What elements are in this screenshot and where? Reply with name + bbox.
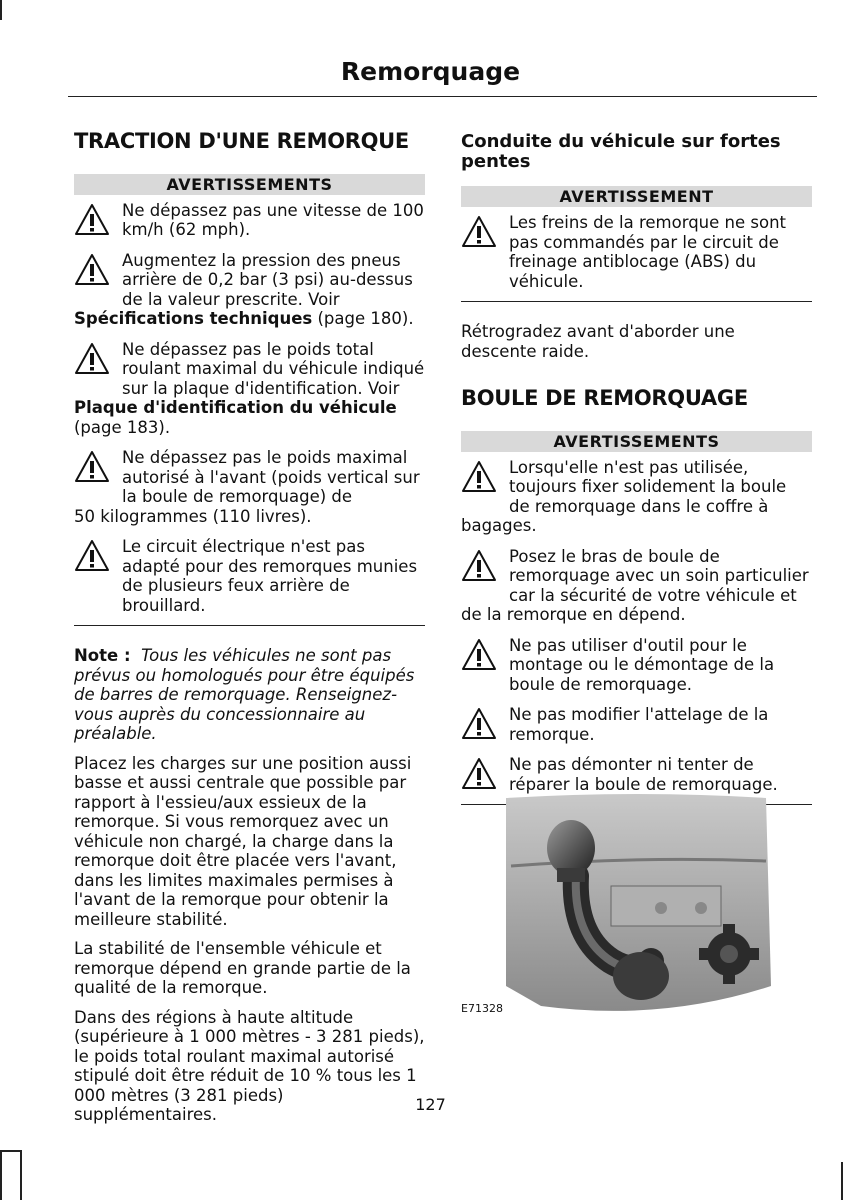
warning-header: AVERTISSEMENT: [461, 186, 812, 207]
warning-item: [461, 636, 812, 695]
warnings-header: AVERTISSEMENTS: [461, 431, 812, 452]
warning-item: [74, 340, 425, 438]
warning-item: [74, 448, 425, 526]
warning-triangle-icon: [461, 638, 497, 672]
section-title-boule: BOULE DE REMORQUAGE: [461, 386, 748, 410]
paragraph: Rétrogradez avant d'aborder une descente raide.: [461, 322, 735, 361]
warning-text-continued: 50 kilogrammes (110 livres).: [74, 506, 312, 526]
crop-mark: [0, 0, 2, 20]
warning-triangle-icon: [74, 342, 110, 376]
link-specifications[interactable]: Spécifications techniques: [74, 309, 313, 328]
divider: [74, 625, 425, 626]
paragraph: La stabilité de l'ensemble véhicule et remorque dépend en grande partie de la qualité de la remorque.: [74, 939, 411, 997]
crop-mark: [841, 1162, 843, 1200]
warning-text: Lorsqu'elle n'est pas utilisée, toujours fixer solidement la boule de remorquage dans le coffre à: [509, 457, 787, 516]
crop-mark: [0, 1150, 20, 1152]
paragraph: Dans des régions à haute altitude (supérieure à 1 000 mètres - 3 281 pieds), le poids total roulant maximal autorisé stipulé doit être réduit de 10 % tous les 1 000 mètres (3 281 pieds) supplémentaires.: [74, 1007, 425, 1124]
warning-item: [74, 537, 425, 615]
warning-item: [461, 547, 812, 625]
subsection-title-pentes: Conduite du véhicule sur fortes pentes: [461, 131, 781, 172]
warning-triangle-icon: [74, 253, 110, 287]
warning-text: Ne pas modifier l'attelage de la remorque.: [509, 705, 769, 744]
page-ref: (page 180).: [312, 309, 414, 328]
section-title-traction: TRACTION D'UNE REMORQUE: [74, 129, 409, 153]
tow-ball-image: [461, 786, 812, 1022]
warning-text: Ne pas utiliser d'outil pour le montage ou le démontage de la boule de remorquage.: [509, 635, 775, 694]
right-column: [461, 132, 812, 805]
page-ref: (page 183).: [74, 417, 171, 437]
header-divider: [68, 96, 817, 97]
warning-item: [461, 213, 812, 291]
warning-triangle-icon: [74, 539, 110, 573]
warning-text: Ne dépassez pas le poids maximal autorisé à l'avant (poids vertical sur la boule de remorquage) de: [122, 448, 420, 506]
warning-text: Les freins de la remorque ne sont pas commandés par le circuit de freinage antiblocage (ABS) du véhicule.: [509, 213, 787, 291]
warning-triangle-icon: [461, 707, 497, 741]
figure-code: E71328: [461, 1002, 503, 1015]
warning-item: [74, 201, 425, 240]
warning-triangle-icon: [461, 215, 497, 249]
page-title: Remorquage: [340, 57, 521, 86]
warning-triangle-icon: [74, 203, 110, 237]
crop-mark: [0, 1150, 2, 1200]
warning-item: [461, 458, 812, 536]
warnings-header: AVERTISSEMENTS: [74, 174, 425, 195]
warning-triangle-icon: [74, 450, 110, 484]
warning-text-continued: de la remorque en dépend.: [461, 605, 686, 624]
note-text: Tous les véhicules ne sont pas prévus ou homologués pour être équipés de barres de remorquage. Renseignez-vous auprès du concessionnaire au préalable.: [74, 646, 415, 743]
warning-text-continued: bagages.: [461, 516, 537, 535]
warning-triangle-icon: [461, 460, 497, 494]
left-column: [74, 129, 425, 1125]
note: [74, 646, 425, 744]
warning-text: Ne pas démonter ni tenter de réparer la boule de remorquage.: [509, 755, 778, 794]
warning-text: Ne dépassez pas une vitesse de 100 km/h (62 mph).: [122, 200, 424, 239]
warning-text: Augmentez la pression des pneus arrière de 0,2 bar (3 psi) au-dessus de la valeur prescrite. Voir: [122, 250, 413, 309]
divider: [461, 301, 812, 302]
warning-triangle-icon: [461, 549, 497, 583]
warning-item: [461, 705, 812, 744]
link-plaque-identification[interactable]: Plaque d'identification du véhicule: [74, 398, 397, 417]
page-number: 127: [415, 1095, 446, 1114]
paragraph: Placez les charges sur une position aussi basse et aussi centrale que possible par rapport à l'essieu/aux essieux de la remorque. Si vous remorquez avec un véhicule non chargé, la charge dans la remorque doit être placée vers l'avant, dans les limites maximales permises à l'avant de la remorque pour obtenir la meilleure stabilité.: [74, 753, 412, 929]
warning-item: [74, 251, 425, 329]
note-label: Note :: [74, 646, 131, 665]
tow-ball-illustration: [461, 786, 812, 1022]
warning-text: Le circuit électrique n'est pas adapté pour des remorques munies de plusieurs feux arrière de brouillard.: [122, 537, 418, 615]
warning-text: Ne dépassez pas le poids total roulant maximal du véhicule indiqué sur la plaque d'identification. Voir: [122, 339, 425, 398]
crop-mark: [20, 1150, 22, 1200]
warning-text: Posez le bras de boule de remorquage avec un soin particulier car la sécurité de votre véhicule et: [509, 546, 809, 605]
